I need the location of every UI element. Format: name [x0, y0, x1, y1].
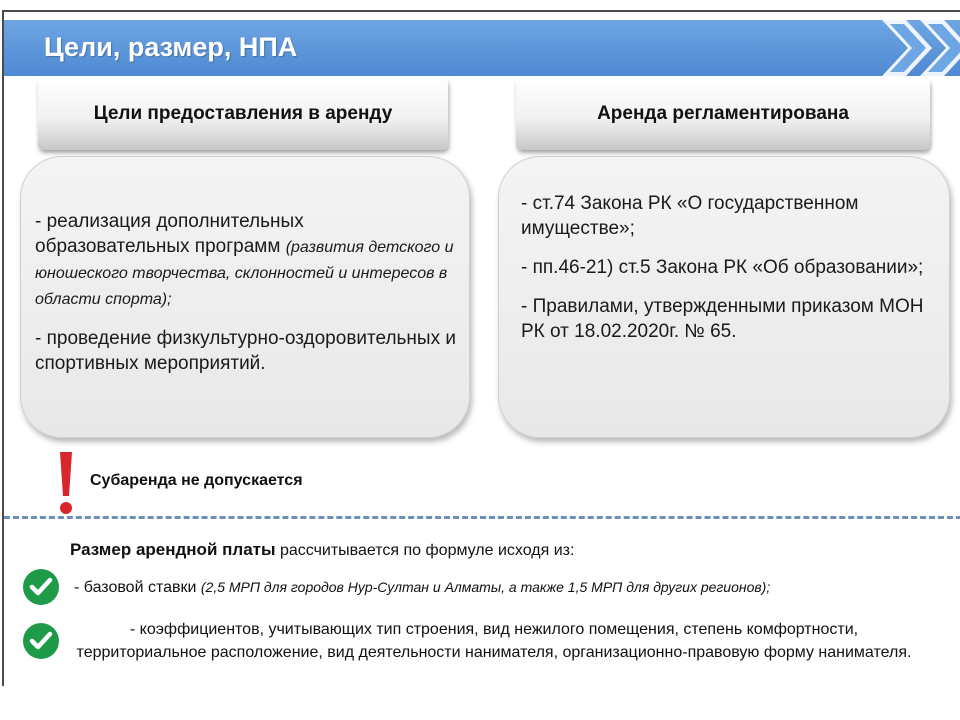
rent-formula-bold: Размер арендной платы: [70, 540, 276, 559]
regulation-item: - пп.46-21) ст.5 Закона РК «Об образовании»;: [521, 257, 924, 278]
regulation-header: [516, 78, 930, 150]
rent-formula-intro: [70, 540, 574, 560]
sublease-warning: Субаренда не допускается: [90, 472, 303, 489]
rent-bullet-1: - базовой ставки (2,5 МРП для городов Нур-Султан и Алматы, а также 1,5 МРП для других регионов);: [74, 579, 771, 596]
regulation-header-label: Аренда регламентирована: [597, 103, 849, 124]
regulation-item: - Правилами, утвержденными приказом МОН РК от 18.02.2020г. № 65.: [521, 296, 924, 342]
goals-header-label: Цели предоставления в аренду: [93, 103, 393, 124]
goals-header: [38, 78, 448, 150]
rent-bullet-2: - коэффициентов, учитывающих тип строения, вид нежилого помещения, степень комфортности, территориальное расположение, вид деятельности нанимателя, организационно-правовую форму нанимателя.: [76, 621, 912, 661]
checkmark-icon: [22, 622, 60, 660]
title-banner: [4, 20, 960, 76]
page-title: Цели, размер, НПА: [44, 32, 298, 62]
goals-item-1-note: (развития детского и юношеского творчества, склонностей и интересов в области спорта);: [35, 239, 454, 308]
chevron-right-icon: [914, 20, 960, 76]
rent-bullet-1-note: (2,5 МРП для городов Нур-Султан и Алматы, а также 1,5 МРП для других регионов);: [200, 579, 771, 595]
regulation-text: [521, 191, 931, 358]
goals-text: [35, 209, 463, 390]
regulation-panel: [498, 156, 950, 438]
slide: [2, 10, 960, 686]
checkmark-icon: [22, 568, 60, 606]
goals-item-2: - проведение физкультурно-оздоровительных и спортивных мероприятий.: [35, 328, 456, 374]
section-divider: [4, 516, 960, 519]
goals-item-1: - реализация дополнительных образовательных программ (развития детского и юношеского творчества, склонностей и интересов в области спорта);: [35, 211, 454, 308]
exclamation-icon: [46, 450, 86, 520]
regulation-item: - ст.74 Закона РК «О государственном имуществе»;: [521, 193, 859, 239]
goals-panel: [20, 156, 470, 438]
rent-formula-rest: рассчитывается по формуле исходя из:: [275, 542, 575, 559]
